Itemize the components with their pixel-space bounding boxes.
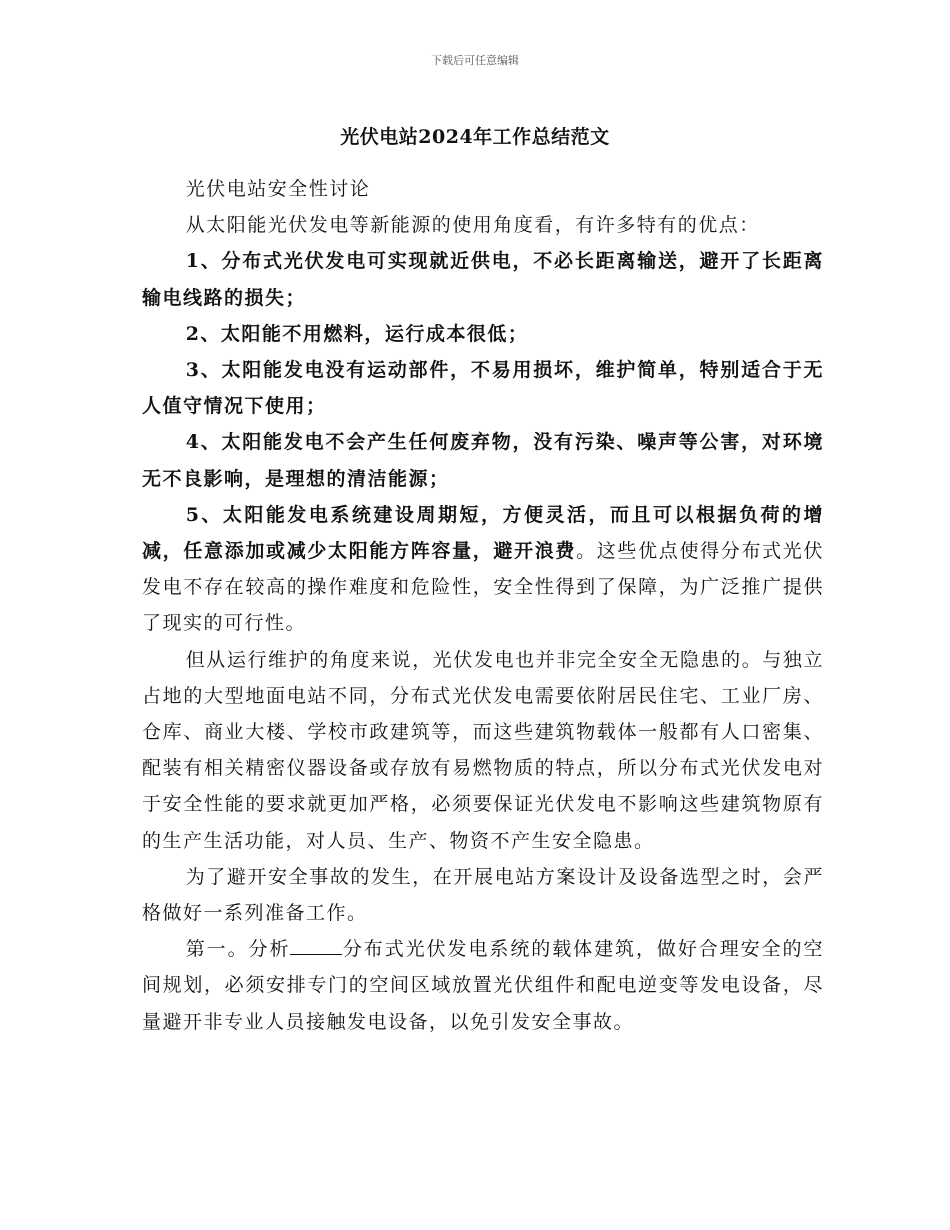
document-title: 光伏电站2024年工作总结范文 bbox=[340, 126, 610, 148]
paragraph-advantage-1: 1、分布式光伏发电可实现就近供电，不必长距离输送，避开了长距离输电线路的损失； bbox=[142, 250, 824, 309]
fill-in-blank bbox=[290, 938, 342, 955]
advantage-5-bold-text: 5、太阳能发电系统建设周期短，方便灵活，而且可以根据负荷的增减，任意添加或减少太阳能方阵容量，避开浪费 bbox=[142, 503, 824, 563]
paragraph-advantage-3: 3、太阳能发电没有运动部件，不易用损坏，维护简单，特别适合于无人值守情况下使用； bbox=[142, 359, 824, 418]
paragraph-maintenance: 但从运行维护的角度来说，光伏发电也并非完全安全无隐患的。与独立占地的大型地面电站不同，分布式光伏发电需要依附居民住宅、工业厂房、仓库、商业大楼、学校市政建筑等，而这些建筑物载体一般都有人口密集、配装有相关精密仪器设备或存放有易燃物质的特点，所以分布式光伏发电对于安全性能的要求就更加严格，必须要保证光伏发电不影响这些建筑物原有的生产生活功能，对人员、生产、物资不产生安全隐患。 bbox=[142, 648, 824, 852]
paragraph-first-step bbox=[142, 931, 824, 1040]
paragraph-advantage-5 bbox=[142, 497, 824, 642]
first-step-lead: 第一。分析 bbox=[185, 938, 291, 961]
paragraph-advantage-2: 2、太阳能不用燃料，运行成本很低； bbox=[185, 322, 529, 345]
paragraph-advantage-4: 4、太阳能发电不会产生任何废弃物，没有污染、噪声等公害，对环境无不良影响，是理想的清洁能源； bbox=[142, 431, 824, 490]
paragraph-intro: 从太阳能光伏发电等新能源的使用角度看，有许多特有的优点： bbox=[185, 214, 760, 237]
first-step-text: 分布式光伏发电系统的载体建筑，做好合理安全的空间规划，必须安排专门的空间区域放置光伏组件和配电逆变等发电设备，尽量避开非专业人员接触发电设备，以免引发安全事故。 bbox=[142, 938, 824, 1033]
header-note: 下载后可任意编辑 bbox=[431, 54, 519, 67]
paragraph-subtitle: 光伏电站安全性讨论 bbox=[185, 178, 371, 200]
document-body bbox=[142, 171, 824, 1040]
paragraph-preparation: 为了避开安全事故的发生，在开展电站方案设计及设备选型之时，会严格做好一系列准备工作。 bbox=[142, 865, 824, 925]
advantage-5-summary-text: 。这些优点使得分布式光伏发电不存在较高的操作难度和危险性，安全性得到了保障，为广泛推广提供了现实的可行性。 bbox=[142, 540, 824, 635]
